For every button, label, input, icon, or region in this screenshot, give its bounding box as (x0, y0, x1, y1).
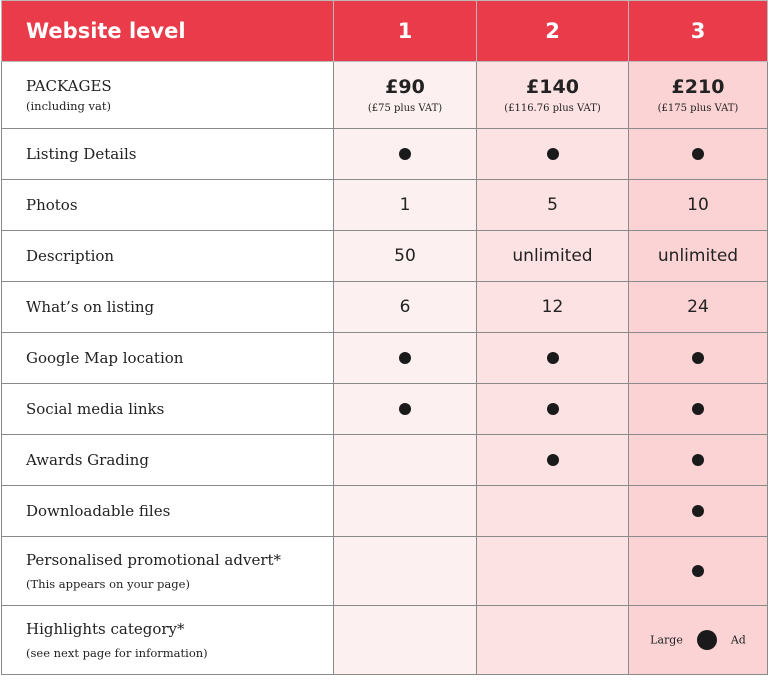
included-dot-icon (547, 403, 559, 415)
level-3-header: 3 (629, 1, 768, 62)
packages-sublabel: (including vat) (26, 99, 112, 113)
highlights-left-text: Large (650, 633, 683, 647)
table-row (2, 606, 768, 675)
price-note-level-1: (£75 plus VAT) (367, 103, 443, 114)
whats-on-label: What’s on listing (2, 282, 334, 333)
packages-label: PACKAGES (26, 77, 112, 95)
table-row (2, 231, 768, 282)
price-note-level-2: (£116.76 plus VAT) (504, 103, 601, 114)
listing-details-label: Listing Details (2, 129, 334, 180)
included-dot-icon (399, 148, 411, 160)
table-row (2, 129, 768, 180)
highlights-label-cell (2, 606, 334, 675)
included-dot-icon (692, 505, 704, 517)
downloads-label: Downloadable files (2, 486, 334, 537)
package-level-2 (477, 62, 629, 129)
table-row (2, 333, 768, 384)
awards-label: Awards Grading (2, 435, 334, 486)
package-level-1 (334, 62, 477, 129)
included-dot-icon (692, 454, 704, 466)
included-dot-icon (399, 352, 411, 364)
google-map-label: Google Map location (2, 333, 334, 384)
table-row (2, 180, 768, 231)
price-level-3: £210 (671, 76, 725, 98)
highlights-right-text: Ad (730, 633, 746, 647)
table-row (2, 537, 768, 606)
photos-label: Photos (2, 180, 334, 231)
whats-on-level-2: 12 (477, 282, 629, 333)
photos-level-3: 10 (629, 180, 768, 231)
promo-label: Personalised promotional advert* (26, 551, 282, 569)
highlights-sublabel: (see next page for information) (26, 646, 208, 660)
whats-on-level-1: 6 (334, 282, 477, 333)
package-level-3 (629, 62, 768, 129)
highlights-level-3 (629, 606, 768, 675)
table-row (2, 435, 768, 486)
included-dot-icon (399, 403, 411, 415)
promo-sublabel: (This appears on your page) (26, 577, 190, 591)
included-dot-icon (547, 148, 559, 160)
table-row (2, 486, 768, 537)
description-label: Description (2, 231, 334, 282)
packages-row (2, 62, 768, 129)
promo-label-cell (2, 537, 334, 606)
photos-level-2: 5 (477, 180, 629, 231)
included-dot-icon (692, 148, 704, 160)
price-level-2: £140 (526, 76, 579, 98)
level-1-header: 1 (334, 1, 477, 62)
header-title: Website level (2, 1, 334, 62)
header-row (2, 1, 768, 62)
pricing-table (1, 0, 768, 675)
included-dot-icon (547, 454, 559, 466)
description-level-2: unlimited (477, 231, 629, 282)
table-row (2, 282, 768, 333)
social-media-label: Social media links (2, 384, 334, 435)
included-dot-icon (692, 565, 704, 577)
whats-on-level-3: 24 (629, 282, 768, 333)
level-2-header: 2 (477, 1, 629, 62)
description-level-1: 50 (334, 231, 477, 282)
included-dot-icon (692, 403, 704, 415)
packages-label-cell (2, 62, 334, 129)
included-dot-icon (697, 630, 717, 650)
included-dot-icon (547, 352, 559, 364)
included-dot-icon (692, 352, 704, 364)
highlights-label: Highlights category* (26, 620, 185, 638)
table-row (2, 384, 768, 435)
price-note-level-3: (£175 plus VAT) (657, 103, 739, 114)
description-level-3: unlimited (629, 231, 768, 282)
price-level-1: £90 (385, 76, 425, 98)
photos-level-1: 1 (334, 180, 477, 231)
